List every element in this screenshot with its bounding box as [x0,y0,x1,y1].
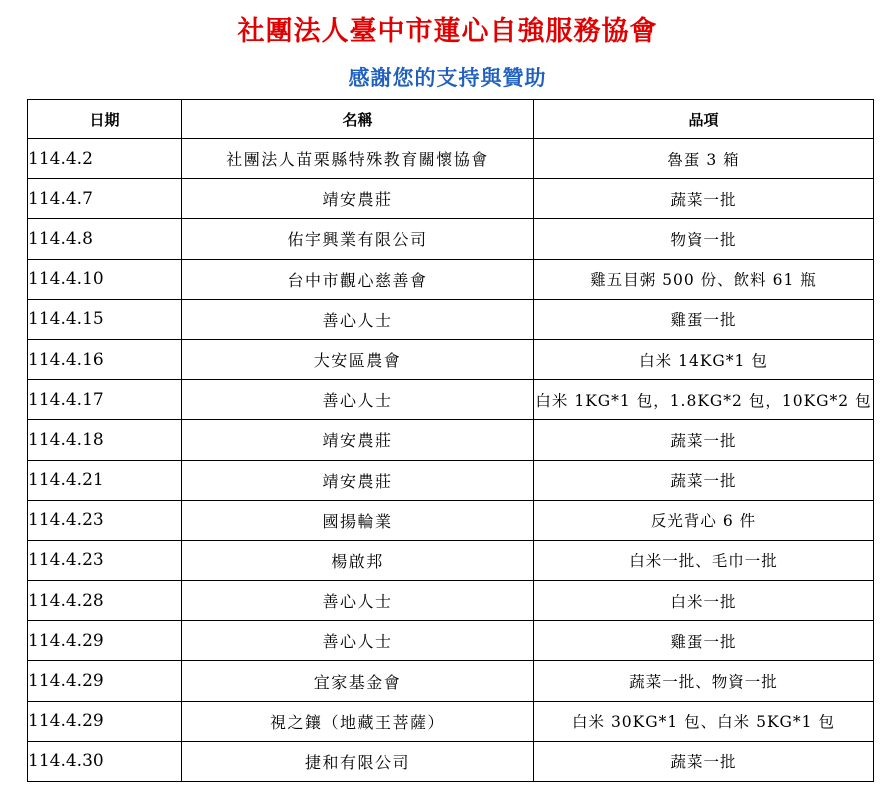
cell-item: 白米 14KG*1 包 [534,339,874,379]
table-row [28,339,874,379]
cell-item: 雞五目粥 500 份、飲料 61 瓶 [534,259,874,299]
cell-item: 蔬菜一批 [534,460,874,500]
cell-date: 114.4.29 [28,621,182,661]
table-row [28,420,874,460]
cell-date: 114.4.28 [28,581,182,621]
cell-name: 宜家基金會 [182,661,534,701]
cell-name: 大安區農會 [182,339,534,379]
cell-name: 靖安農莊 [182,179,534,219]
cell-item: 雞蛋一批 [534,621,874,661]
table-row [28,179,874,219]
cell-item: 白米一批 [534,581,874,621]
cell-date: 114.4.29 [28,701,182,741]
cell-name: 善心人士 [182,621,534,661]
cell-item: 反光背心 6 件 [534,500,874,540]
table-row [28,299,874,339]
cell-date: 114.4.30 [28,741,182,781]
cell-item: 蔬菜一批 [534,741,874,781]
cell-name: 善心人士 [182,380,534,420]
cell-item: 蔬菜一批、物資一批 [534,661,874,701]
table-row [28,540,874,580]
cell-date: 114.4.21 [28,460,182,500]
column-header-date: 日期 [28,100,182,139]
cell-date: 114.4.23 [28,540,182,580]
table-row [28,259,874,299]
table-row [28,139,874,179]
cell-date: 114.4.23 [28,500,182,540]
cell-name: 善心人士 [182,299,534,339]
cell-name: 國揚輪業 [182,500,534,540]
table-row [28,380,874,420]
cell-item: 蔬菜一批 [534,179,874,219]
donation-table [27,99,874,782]
cell-date: 114.4.2 [28,139,182,179]
table-header-row [28,100,874,139]
cell-name: 視之鑲（地藏王菩薩） [182,701,534,741]
column-header-name: 名稱 [182,100,534,139]
cell-date: 114.4.10 [28,259,182,299]
cell-name: 台中市觀心慈善會 [182,259,534,299]
cell-name: 靖安農莊 [182,420,534,460]
table-row [28,460,874,500]
cell-date: 114.4.18 [28,420,182,460]
cell-name: 捷和有限公司 [182,741,534,781]
cell-item: 物資一批 [534,219,874,259]
cell-date: 114.4.17 [28,380,182,420]
cell-name: 楊啟邦 [182,540,534,580]
page-subtitle: 感謝您的支持與贊助 [348,66,547,90]
cell-item: 蔬菜一批 [534,420,874,460]
cell-item: 白米 1KG*1 包，1.8KG*2 包，10KG*2 包 [534,380,874,420]
cell-name: 靖安農莊 [182,460,534,500]
table-row [28,581,874,621]
cell-date: 114.4.8 [28,219,182,259]
cell-item: 白米一批、毛巾一批 [534,540,874,580]
cell-item: 魯蛋 3 箱 [534,139,874,179]
column-header-item: 品項 [534,100,874,139]
cell-item: 雞蛋一批 [534,299,874,339]
page-title: 社團法人臺中市蓮心自強服務協會 [237,16,658,47]
cell-item: 白米 30KG*1 包、白米 5KG*1 包 [534,701,874,741]
cell-date: 114.4.7 [28,179,182,219]
cell-date: 114.4.15 [28,299,182,339]
table-row [28,741,874,781]
table-row [28,661,874,701]
cell-date: 114.4.16 [28,339,182,379]
cell-name: 社團法人苗栗縣特殊教育關懷協會 [182,139,534,179]
table-row [28,500,874,540]
table-row [28,701,874,741]
cell-name: 善心人士 [182,581,534,621]
cell-name: 佑宇興業有限公司 [182,219,534,259]
table-row [28,621,874,661]
cell-date: 114.4.29 [28,661,182,701]
table-row [28,219,874,259]
